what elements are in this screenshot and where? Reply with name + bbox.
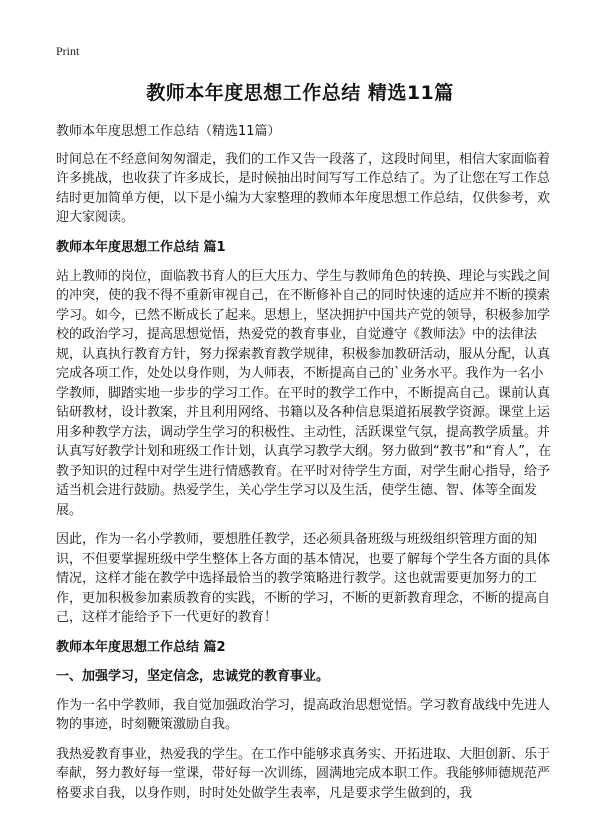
section-1-heading: 教师本年度思想工作总结 篇1: [56, 239, 226, 255]
section-2-paragraph-2: 我热爱教育事业，热爱我的学生。在工作中能够求真务实、开拓进取、大胆创新、乐于奉献，努力教好每一堂课，带好每一次训练，圆满地完成本职工作。我能够师德规范严格要求自我，以身作则，时时处处做学生表率，凡是要求学生做到的，我: [56, 746, 551, 801]
section-1-paragraph-2: 因此，作为一名小学教师，要想胜任教学，还必须具备班级与班级组织管理方面的知识，不但要掌握班级中学生整体上各方面的基本情况，也要了解每个学生各方面的具体情况，这样才能在教学中选择最恰当的教学策略进行教学。这也就需要更加努力的工作，更加积极参加素质教育的实践，不断的学习，不断的更新教育理念，不断的提高自己，这样才能给予下一代更好的教育！: [56, 532, 551, 625]
document-subtitle: 教师本年度思想工作总结（精选11篇）: [56, 124, 281, 139]
section-2-subheading-1: 一、加强学习，坚定信念，忠诚党的教育事业。: [56, 668, 330, 684]
section-2-paragraph-1: 作为一名中学教师，我自觉加强政治学习，提高政治思想觉悟。学习教育战线中先进人物的事迹，时刻鞭策激励自我。: [56, 697, 551, 732]
document-title: 教师本年度思想工作总结 精选11篇: [146, 82, 454, 104]
print-link[interactable]: Print: [56, 44, 80, 58]
intro-paragraph: 时间总在不经意间匆匆溜走，我们的工作又告一段落了，这段时间里，相信大家面临着许多挑战，也收获了许多成长，是时候抽出时间写写工作总结了。为了让您在写工作总结时更加简单方便，以下是小编为大家整理的教师本年度思想工作总结，仅供参考，欢迎大家阅读。: [56, 151, 551, 225]
document-body: [56, 122, 556, 813]
section-2-heading: 教师本年度思想工作总结 篇2: [56, 639, 226, 655]
section-1-paragraph-1: 站上教师的岗位，面临教书育人的巨大压力、学生与教师角色的转换、理论与实践之间的冲突，使的我不得不重新审视自己，在不断修补自己的同时快速的适应并不断的摸索学习。如今，已然不断成长了起来。思想上，坚决拥护中国共产党的领导，积极参加学校的政治学习，提高思想觉悟，热爱党的教育事业，自觉遵守《教师法》中的法律法规，认真执行教育方针，努力探索教育教学规律，积极参加教研活动，服从分配，认真完成各项工作，处处以身作则，为人师表，不断提高自己的`业务水平。我作为一名小学教师，脚踏实地一步步的学习工作。在平时的教学工作中，不断提高自己。课前认真钻研教材，设计教案，并且利用网络、书籍以及各种信息渠道拓展教学资源。课堂上运用多种教学方法，调动学生学习的积极性、主动性，活跃课堂气氛，提高教学质量。并认真写好教学计划和班级工作计划，认真学习教学大纲。努力做到“教书”和“育人”，在教予知识的过程中对学生进行情感教育。在平时对待学生方面，对学生耐心指导，给予适当机会进行鼓励。热爱学生，关心学生学习以及生活，使学生德、智、体等全面发展。: [56, 268, 551, 518]
